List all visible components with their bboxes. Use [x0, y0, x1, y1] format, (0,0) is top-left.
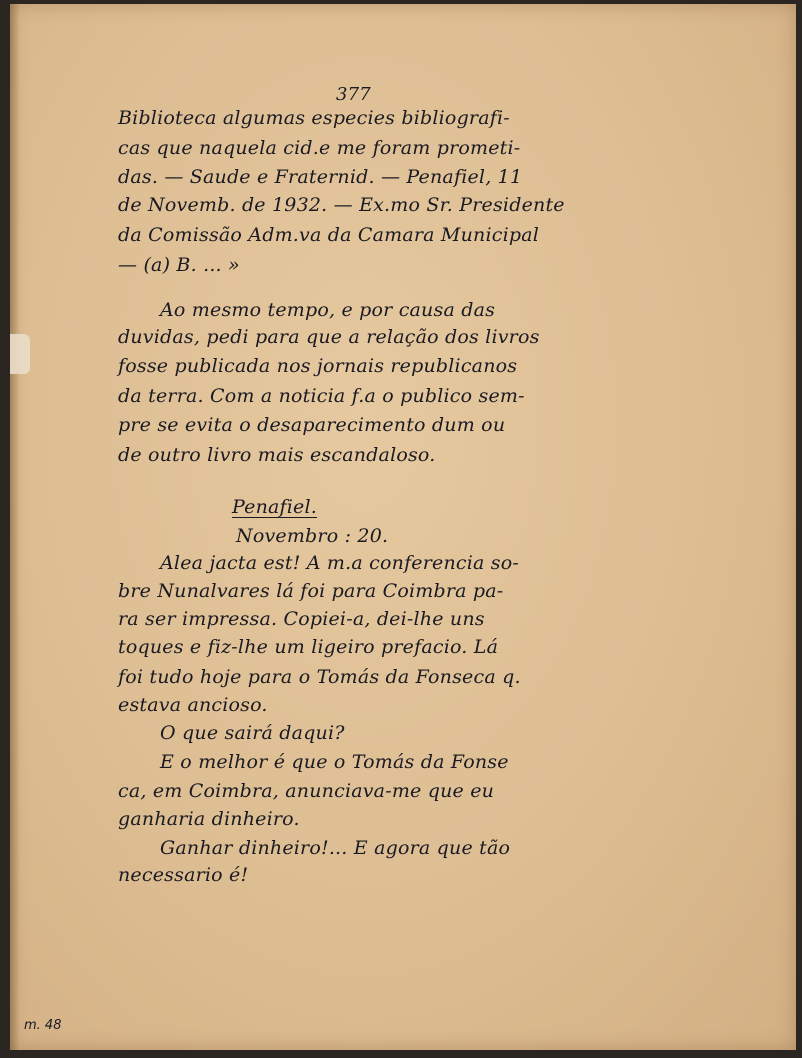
text-line: Alea jacta est! A m.a conferencia so-	[160, 552, 520, 574]
page-number: 377	[336, 84, 371, 105]
text-line: Ganhar dinheiro!... E agora que tão	[160, 837, 511, 859]
binding-tab	[10, 334, 30, 374]
text-line: duvidas, pedi para que a relação dos livros	[118, 326, 540, 348]
text-line: fosse publicada nos jornais republicanos	[118, 355, 518, 377]
text-line: toques e fiz-lhe um ligeiro prefacio. Lá	[118, 636, 499, 658]
text-line: E o melhor é que o Tomás da Fonse	[160, 751, 509, 773]
text-line: ca, em Coimbra, anunciava-me que eu	[118, 780, 495, 802]
text-line: bre Nunalvares lá foi para Coimbra pa-	[118, 580, 504, 602]
date-heading: Novembro : 20.	[236, 525, 389, 547]
manuscript-page	[10, 4, 796, 1050]
text-line: de Novemb. de 1932. — Ex.mo Sr. Presidente	[118, 194, 565, 216]
text-line: estava ancioso.	[118, 694, 268, 716]
footer-mark: m. 48	[24, 1018, 62, 1033]
text-line: das. — Saude e Fraternid. — Penafiel, 11	[118, 166, 523, 188]
place-heading: Penafiel.	[232, 496, 318, 518]
text-line: da terra. Com a noticia f.a o publico sem-	[118, 385, 525, 407]
text-line: Biblioteca algumas especies bibliografi-	[118, 107, 510, 129]
text-line: ra ser impressa. Copiei-a, dei-lhe uns	[118, 608, 485, 630]
text-line: O que sairá daqui?	[160, 722, 345, 744]
text-line: cas que naquela cid.e me foram prometi-	[118, 137, 521, 159]
text-line: pre se evita o desaparecimento dum ou	[118, 414, 506, 436]
text-line: — (a) B. ... »	[118, 254, 240, 276]
text-line: ganharia dinheiro.	[118, 808, 300, 830]
text-line: necessario é!	[118, 864, 249, 886]
text-line: da Comissão Adm.va da Camara Municipal	[118, 224, 540, 246]
text-line: Ao mesmo tempo, e por causa das	[160, 299, 496, 321]
text-line: de outro livro mais escandaloso.	[118, 444, 436, 466]
text-line: foi tudo hoje para o Tomás da Fonseca q.	[118, 666, 521, 688]
